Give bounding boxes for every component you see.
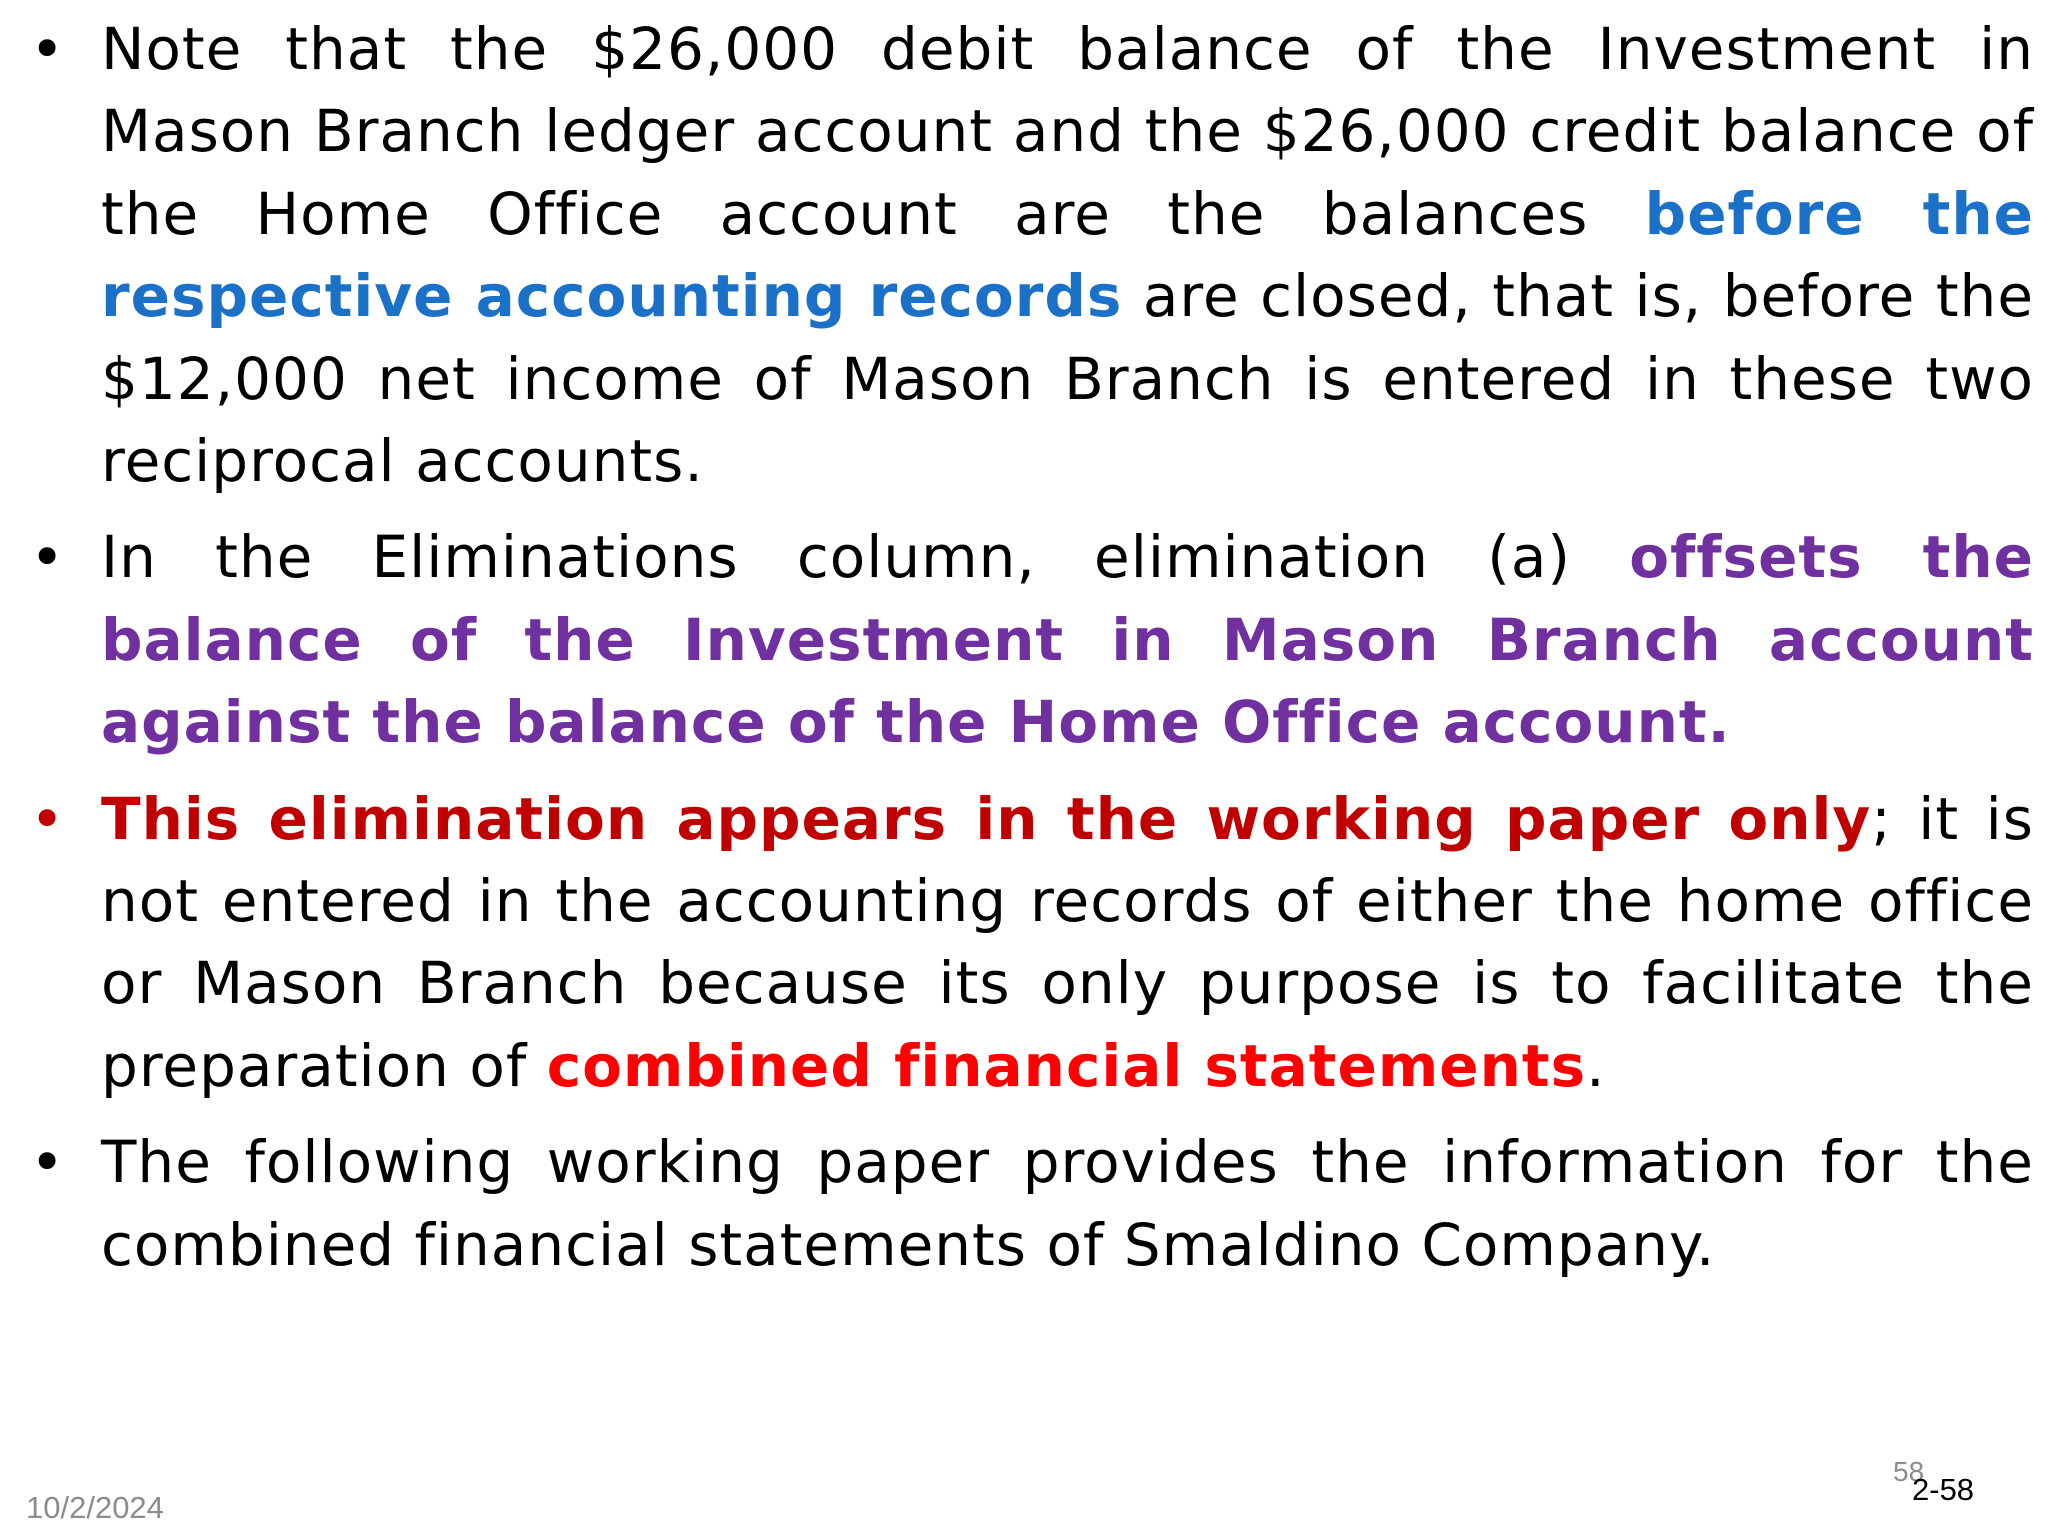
- bullet-3-text-part: ; it is not entered in the accounting records of either the home office or Mason Branch because its only purpose is to facilitate the preparation of: [101, 784, 2034, 1100]
- bullet-marker: •: [30, 523, 66, 592]
- bullet-1-text-part: are closed, that is, before the $12,000 net income of Mason Branch is entered in these two reciprocal accounts.: [101, 262, 2034, 496]
- bullet-marker: •: [30, 784, 66, 853]
- bullet-marker: •: [30, 15, 66, 83]
- bullet-3-red-highlight: combined financial statements: [546, 1031, 1587, 1100]
- bullet-1-text-part: Note that the $26,000 debit balance of the Investment in Mason Branch ledger account and the $26,000 credit balance of the Home Office account are the balances: [101, 15, 2034, 248]
- bullet-1-highlight: before the respective accounting records: [101, 179, 2035, 331]
- bullet-2-text-part: In the Eliminations column, elimination (a): [101, 523, 1630, 592]
- footer-slide-number: 2-58: [1912, 1472, 1975, 1507]
- footer-date: 10/2/2024: [26, 1490, 164, 1525]
- bullet-list: [0, 8, 2048, 1300]
- bullet-item-3: [0, 778, 2048, 1108]
- bullet-marker: •: [30, 1128, 66, 1197]
- footer-page-number: 58: [1893, 1456, 1925, 1487]
- bullet-3-highlight: This elimination appears in the working paper only: [101, 784, 1872, 853]
- bullet-3-text-part: .: [1586, 1031, 1606, 1100]
- bullet-4-text-part: The following working paper provides the information for the combined financial statements of Smaldino Company.: [101, 1128, 2034, 1279]
- bullet-item-2: [0, 516, 2048, 763]
- bullet-item-1: [0, 8, 2048, 502]
- bullet-2-highlight: offsets the balance of the Investment in Mason Branch account against the balance of the Home Office account.: [101, 523, 2034, 757]
- bullet-item-4: [0, 1121, 2048, 1286]
